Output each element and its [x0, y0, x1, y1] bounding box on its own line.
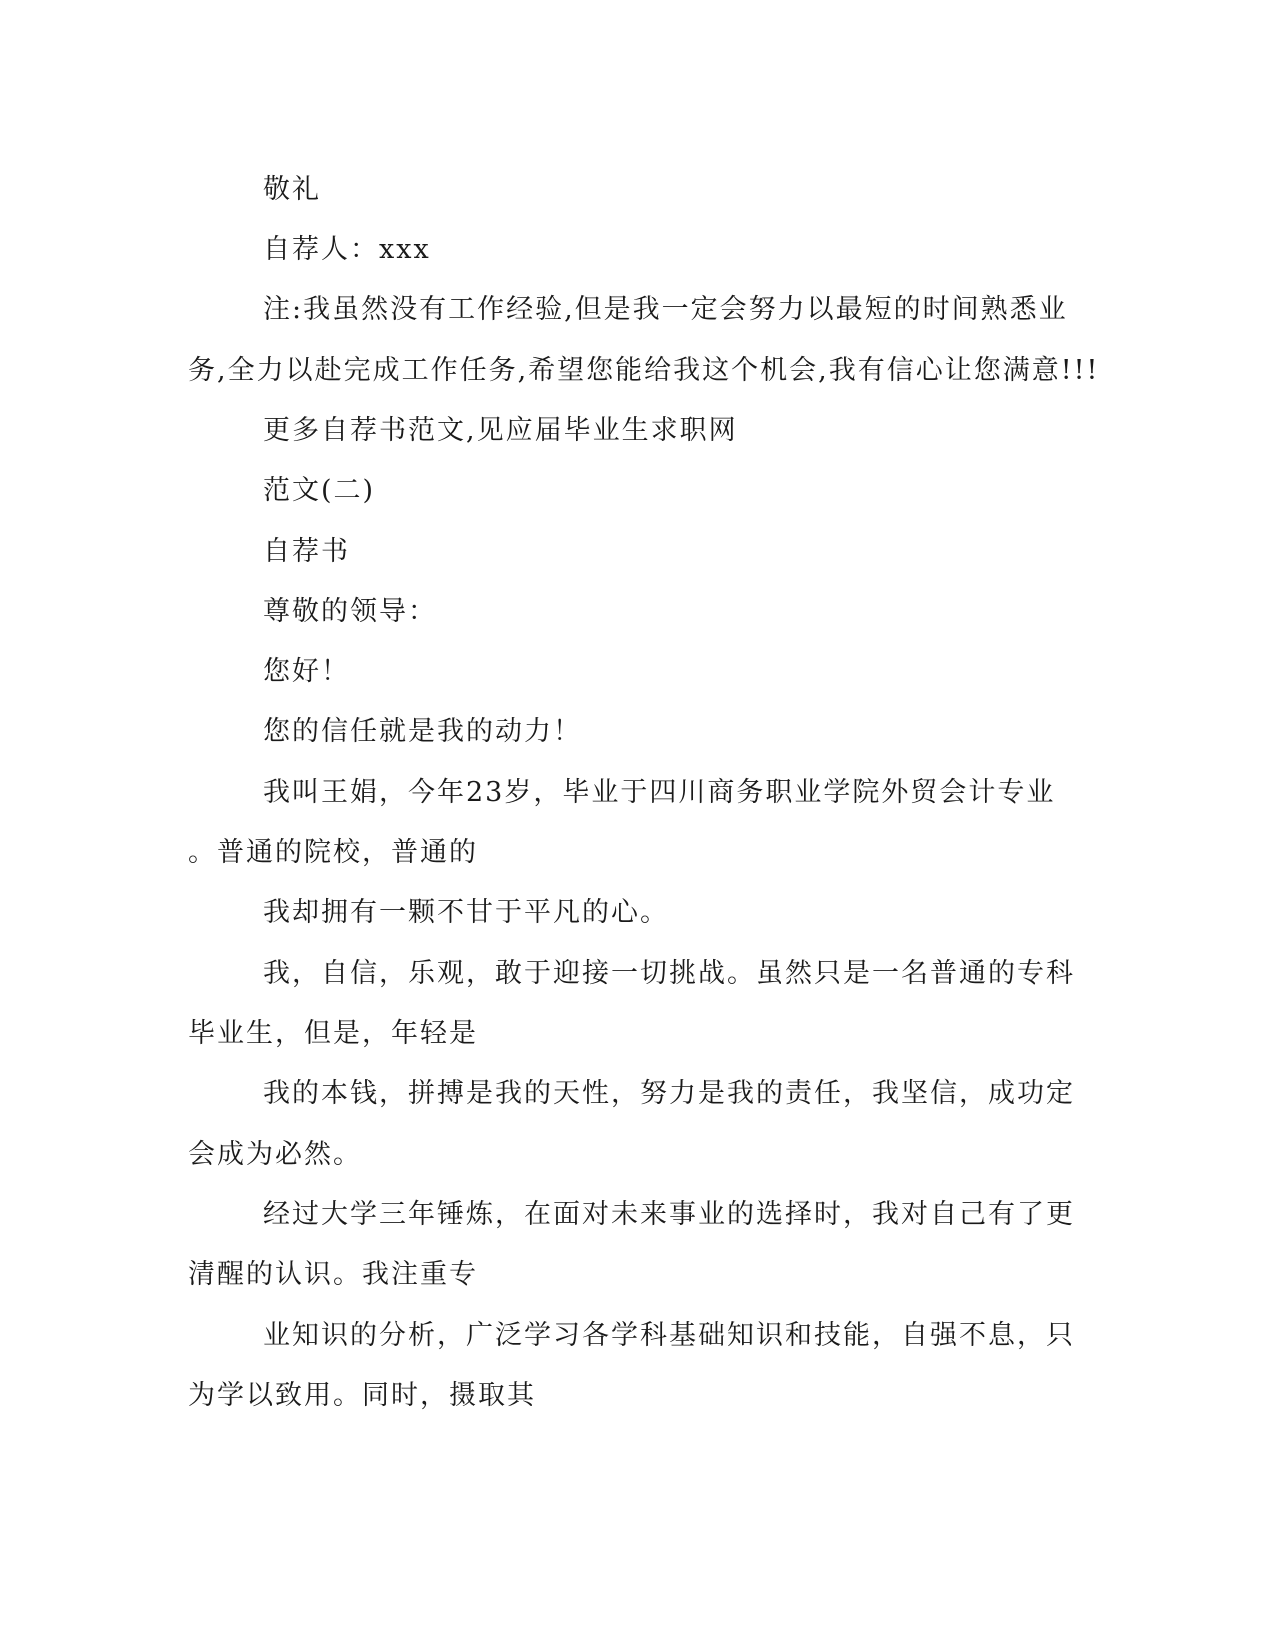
sample-heading: 范文(二): [263, 475, 376, 506]
paragraph-line: 业知识的分析，广泛学习各学科基础知识和技能，自强不息，只: [263, 1320, 1075, 1351]
paragraph-line: 。普通的院校，普通的: [188, 837, 478, 868]
signature-line: 自荐人：xxx: [263, 234, 431, 265]
paragraph-line: 我叫王娟，今年23岁，毕业于四川商务职业学院外贸会计专业: [263, 777, 1056, 808]
paragraph-line: 为学以致用。同时，摄取其: [188, 1380, 536, 1411]
salutation: 尊敬的领导：: [263, 596, 437, 627]
paragraph-line: 我的本钱，拼搏是我的天性，努力是我的责任，我坚信，成功定: [263, 1078, 1075, 1109]
closing-salutation: 敬礼: [263, 174, 321, 205]
more-samples-line: 更多自荐书范文,见应届毕业生求职网: [263, 415, 738, 446]
greeting: 您好！: [263, 656, 350, 687]
letter-title: 自荐书: [263, 536, 350, 567]
paragraph-line: 毕业生，但是，年轻是: [188, 1018, 478, 1049]
paragraph-line: 会成为必然。: [188, 1139, 362, 1170]
paragraph-line: 您的信任就是我的动力！: [263, 716, 582, 747]
note-line-1: 注:我虽然没有工作经验,但是我一定会努力以最短的时间熟悉业: [263, 294, 1068, 325]
note-line-2: 务,全力以赴完成工作任务,希望您能给我这个机会,我有信心让您满意!!!: [188, 355, 1100, 386]
paragraph-line: 我却拥有一颗不甘于平凡的心。: [263, 897, 669, 928]
paragraph-line: 清醒的认识。我注重专: [188, 1259, 478, 1290]
paragraph-line: 我，自信，乐观，敢于迎接一切挑战。虽然只是一名普通的专科: [263, 958, 1075, 989]
paragraph-line: 经过大学三年锤炼，在面对未来事业的选择时，我对自己有了更: [263, 1199, 1075, 1230]
